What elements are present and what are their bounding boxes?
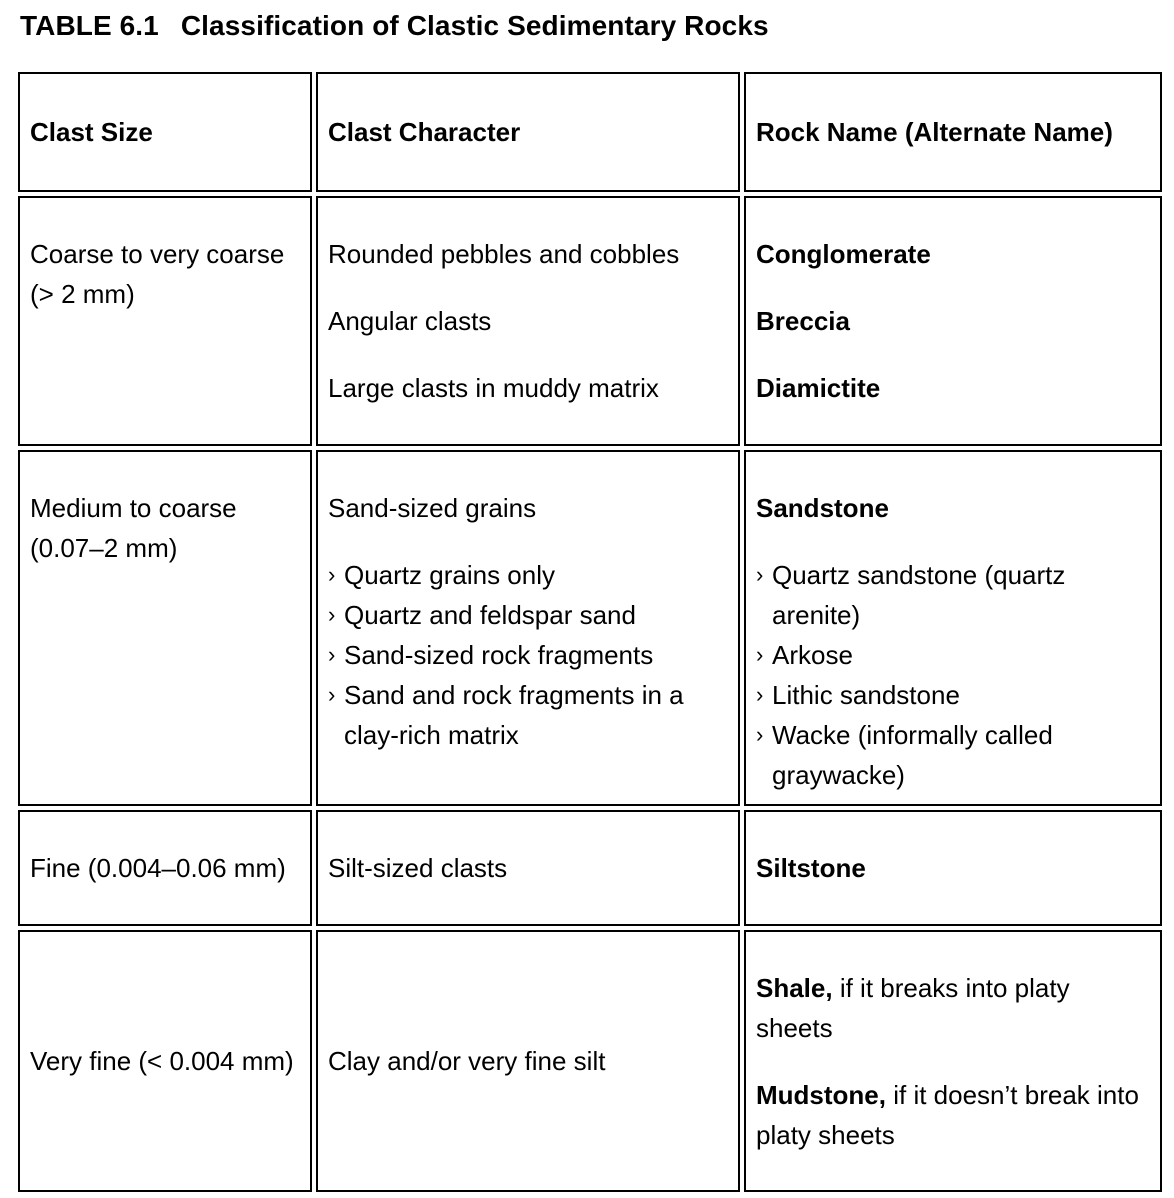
rock-note: if it breaks into platy sheets xyxy=(756,972,1070,1043)
cell-character-coarse xyxy=(316,196,740,446)
cell-size-coarse xyxy=(18,196,312,446)
character-item: Rounded pebbles and cobbles xyxy=(328,239,680,269)
rock-entry xyxy=(756,968,1150,1048)
table-header-row xyxy=(18,72,1162,192)
list-item: › Arkose xyxy=(756,635,1150,675)
classification-table xyxy=(14,68,1166,1196)
cell-character-very-fine xyxy=(316,930,740,1192)
table-row xyxy=(18,450,1162,806)
cell-size-fine xyxy=(18,810,312,926)
table-row xyxy=(18,196,1162,446)
rock-note: if it doesn’t break into platy sheets xyxy=(756,1079,1139,1150)
character-item: Silt-sized clasts xyxy=(328,853,508,883)
table-row xyxy=(18,810,1162,926)
character-title: Sand-sized grains xyxy=(328,493,537,523)
list-item: › Quartz sandstone (quartz arenite) xyxy=(756,555,1150,635)
rock-name: Diamictite xyxy=(756,373,881,403)
list-item: › Sand-sized rock fragments xyxy=(328,635,728,675)
size-label: Very fine (< 0.004 mm) xyxy=(30,1046,294,1076)
list-item: › Lithic sandstone xyxy=(756,675,1150,715)
rock-name: Mudstone, xyxy=(756,1079,886,1110)
cell-rock-fine xyxy=(744,810,1162,926)
header-rock-name: Rock Name (Alternate Name) xyxy=(744,72,1162,192)
rock-name: Sandstone xyxy=(756,493,889,523)
list-item: › Quartz and feldspar sand xyxy=(328,595,728,635)
table-row xyxy=(18,930,1162,1192)
rock-name: Conglomerate xyxy=(756,239,931,269)
cell-rock-coarse xyxy=(744,196,1162,446)
rock-name: Shale, xyxy=(756,972,833,1003)
character-item: Large clasts in muddy matrix xyxy=(328,373,659,403)
cell-character-fine xyxy=(316,810,740,926)
cell-character-medium xyxy=(316,450,740,806)
cell-size-very-fine xyxy=(18,930,312,1192)
rock-name: Siltstone xyxy=(756,853,866,883)
list-item: › Quartz grains only xyxy=(328,555,728,595)
cell-rock-very-fine xyxy=(744,930,1162,1192)
size-label: Medium to coarse (0.07–2 mm) xyxy=(30,493,237,563)
cell-size-medium xyxy=(18,450,312,806)
table-title-text: Classification of Clastic Sedimentary Rocks xyxy=(180,10,769,41)
rock-name: Breccia xyxy=(756,306,850,336)
character-list xyxy=(328,555,728,755)
rock-list xyxy=(756,555,1150,795)
size-label: Fine (0.004–0.06 mm) xyxy=(30,853,286,883)
list-item: › Sand and rock fragments in a clay-rich matrix xyxy=(328,675,728,755)
table-title xyxy=(20,10,769,42)
header-clast-character: Clast Character xyxy=(316,72,740,192)
rock-entry xyxy=(756,1075,1150,1155)
table-number: TABLE 6.1 xyxy=(20,10,159,41)
header-clast-size: Clast Size xyxy=(18,72,312,192)
size-label: Coarse to very coarse (> 2 mm) xyxy=(30,239,285,309)
cell-rock-medium xyxy=(744,450,1162,806)
character-item: Clay and/or very fine silt xyxy=(328,1046,606,1076)
character-item: Angular clasts xyxy=(328,306,492,336)
list-item: › Wacke (informally called graywacke) xyxy=(756,715,1150,795)
